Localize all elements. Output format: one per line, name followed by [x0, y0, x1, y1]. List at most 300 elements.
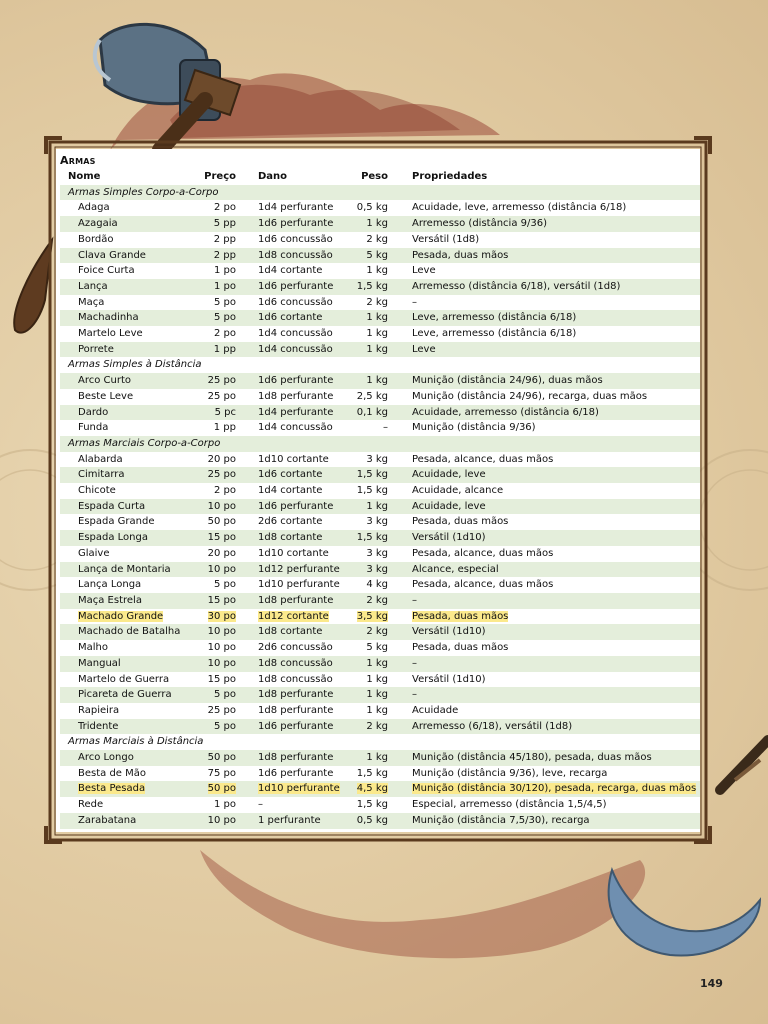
weapon-weight: [342, 719, 400, 735]
weapon-price: [200, 310, 248, 326]
weapon-name: [60, 703, 200, 719]
weapon-weight-text: 1 kg: [366, 704, 388, 716]
weapon-properties: [400, 483, 700, 499]
weapon-damage-text: 1d4 concussão: [258, 422, 333, 434]
weapon-weight: [342, 389, 400, 405]
weapon-weight: [342, 577, 400, 593]
weapon-damage-text: 1d8 cortante: [258, 626, 323, 638]
weapon-name-text: Bordão: [78, 233, 114, 245]
weapon-price-text: 10 po: [207, 500, 236, 512]
weapon-name: [60, 530, 200, 546]
table-row: [60, 232, 700, 248]
weapon-properties: [400, 672, 700, 688]
table-row: [60, 750, 700, 766]
weapon-price-text: 20 po: [207, 547, 236, 559]
category-label: Armas Marciais Corpo-a-Corpo: [60, 436, 700, 452]
weapon-weight: [342, 326, 400, 342]
weapon-price: [200, 562, 248, 578]
weapon-weight: [342, 656, 400, 672]
weapon-price: [200, 216, 248, 232]
weapon-name-text: Besta Pesada: [78, 783, 146, 795]
weapon-weight-text: 1,5 kg: [356, 485, 388, 497]
weapon-weight: [342, 750, 400, 766]
weapon-properties-text: Especial, arremesso (distância 1,5/4,5): [412, 799, 607, 811]
weapon-weight-text: 1 kg: [366, 218, 388, 230]
table-body: [60, 185, 700, 829]
weapon-name-text: Zarabatana: [78, 814, 137, 826]
weapon-name: [60, 514, 200, 530]
weapon-weight-text: 2 kg: [366, 626, 388, 638]
category-row: [60, 734, 700, 750]
weapon-price: [200, 719, 248, 735]
weapon-weight: [342, 405, 400, 421]
weapon-name: [60, 766, 200, 782]
section-title: Armas: [60, 154, 96, 167]
weapon-damage-text: 2d6 cortante: [258, 516, 323, 528]
weapon-name: [60, 499, 200, 515]
table-row: [60, 703, 700, 719]
weapon-weight-text: 1 kg: [366, 265, 388, 277]
table-row: [60, 624, 700, 640]
table-row: [60, 640, 700, 656]
weapon-weight: [342, 452, 400, 468]
weapon-weight-text: 3 kg: [366, 547, 388, 559]
weapon-properties: [400, 766, 700, 782]
weapon-properties-text: Leve: [412, 343, 436, 355]
weapon-properties: [400, 405, 700, 421]
table-row: [60, 452, 700, 468]
weapon-properties-text: Acuidade: [412, 704, 459, 716]
weapon-damage: [248, 514, 342, 530]
weapon-properties-text: Versátil (1d8): [412, 233, 480, 245]
weapon-properties: [400, 656, 700, 672]
table-row: [60, 373, 700, 389]
page-number: 149: [700, 977, 723, 990]
weapon-name-text: Martelo Leve: [78, 328, 143, 340]
table-header-row: [60, 169, 700, 185]
weapon-name: [60, 562, 200, 578]
weapon-name-text: Lança de Montaria: [78, 563, 171, 575]
weapon-properties: [400, 562, 700, 578]
weapon-damage: [248, 232, 342, 248]
weapon-damage-text: 1d10 cortante: [258, 453, 329, 465]
weapon-name-text: Malho: [78, 642, 108, 654]
weapon-price-text: 15 po: [207, 594, 236, 606]
table-row: [60, 310, 700, 326]
weapon-properties: [400, 499, 700, 515]
weapon-damage-text: 1d6 perfurante: [258, 767, 334, 779]
weapon-damage: [248, 640, 342, 656]
weapon-name: [60, 200, 200, 216]
weapon-damage-text: 1d10 cortante: [258, 547, 329, 559]
weapon-price: [200, 248, 248, 264]
weapon-damage-text: 1d8 perfurante: [258, 594, 334, 606]
weapon-properties-text: Munição (distância 9/36): [412, 422, 536, 434]
weapon-price-text: 10 po: [207, 626, 236, 638]
weapon-damage-text: 1d8 concussão: [258, 249, 333, 261]
weapon-damage-text: 1d8 perfurante: [258, 752, 334, 764]
weapon-price: [200, 389, 248, 405]
weapon-price: [200, 467, 248, 483]
weapon-weight: [342, 310, 400, 326]
weapon-name-text: Adaga: [78, 202, 110, 214]
weapon-price-text: 2 po: [213, 202, 236, 214]
weapon-weight: [342, 232, 400, 248]
weapon-name: [60, 248, 200, 264]
weapon-properties: [400, 750, 700, 766]
weapon-weight: [342, 546, 400, 562]
weapon-weight-text: –: [383, 422, 388, 434]
weapon-weight-text: 3 kg: [366, 563, 388, 575]
weapon-weight: [342, 373, 400, 389]
weapon-damage: [248, 483, 342, 499]
weapon-price: [200, 326, 248, 342]
weapon-weight-text: 1 kg: [366, 657, 388, 669]
weapon-name-text: Espada Grande: [78, 516, 155, 528]
weapon-price-text: 10 po: [207, 814, 236, 826]
weapon-properties-text: Arremesso (distância 6/18), versátil (1d8): [412, 280, 621, 292]
weapon-damage-text: 1d6 perfurante: [258, 720, 334, 732]
weapon-properties: [400, 232, 700, 248]
weapon-damage: [248, 263, 342, 279]
weapon-name-text: Clava Grande: [78, 249, 146, 261]
table-row: [60, 342, 700, 358]
weapon-price-text: 10 po: [207, 657, 236, 669]
weapon-properties: [400, 797, 700, 813]
weapon-price: [200, 609, 248, 625]
weapon-name: [60, 750, 200, 766]
weapon-damage-text: 1d12 perfurante: [258, 563, 340, 575]
weapon-weight: [342, 420, 400, 436]
weapon-properties-text: Acuidade, leve: [412, 500, 486, 512]
weapon-weight: [342, 609, 400, 625]
weapon-weight: [342, 530, 400, 546]
weapon-weight-text: 0,5 kg: [356, 202, 388, 214]
weapon-properties: [400, 279, 700, 295]
table-row: [60, 687, 700, 703]
weapon-weight-text: 0,5 kg: [356, 814, 388, 826]
weapon-damage: [248, 687, 342, 703]
weapon-damage: [248, 719, 342, 735]
weapon-weight: [342, 781, 400, 797]
weapon-weight: [342, 483, 400, 499]
weapon-price: [200, 797, 248, 813]
weapon-damage: [248, 562, 342, 578]
weapon-price: [200, 672, 248, 688]
weapon-properties-text: Versátil (1d10): [412, 626, 486, 638]
weapon-price: [200, 452, 248, 468]
weapon-properties: [400, 248, 700, 264]
weapon-name: [60, 405, 200, 421]
weapon-damage-text: 1d4 concussão: [258, 328, 333, 340]
weapon-name-text: Rapieira: [78, 704, 120, 716]
weapon-price-text: 50 po: [207, 752, 236, 764]
weapon-weight-text: 2 kg: [366, 720, 388, 732]
header-weight: Peso: [361, 171, 388, 182]
weapon-properties-text: Pesada, duas mãos: [412, 249, 509, 261]
weapon-name-text: Martelo de Guerra: [78, 673, 170, 685]
weapon-properties-text: Pesada, duas mãos: [412, 642, 509, 654]
weapon-price-text: 5 po: [213, 579, 236, 591]
weapon-damage-text: 1d8 perfurante: [258, 704, 334, 716]
weapon-name: [60, 656, 200, 672]
weapon-properties: [400, 295, 700, 311]
weapon-price: [200, 593, 248, 609]
weapon-weight: [342, 562, 400, 578]
weapon-properties: [400, 687, 700, 703]
weapon-properties: [400, 530, 700, 546]
weapon-price: [200, 373, 248, 389]
weapon-weight-text: 1 kg: [366, 689, 388, 701]
weapon-name-text: Maça Estrela: [78, 594, 142, 606]
weapon-price: [200, 656, 248, 672]
weapon-damage-text: 1d12 cortante: [258, 610, 329, 622]
weapon-name: [60, 373, 200, 389]
weapon-damage-text: 1d8 perfurante: [258, 390, 334, 402]
weapon-price: [200, 750, 248, 766]
weapon-name: [60, 672, 200, 688]
weapon-price-text: 25 po: [207, 469, 236, 481]
weapon-weight-text: 2 kg: [366, 594, 388, 606]
weapon-damage: [248, 200, 342, 216]
weapon-weight-text: 1 kg: [366, 673, 388, 685]
weapon-damage: [248, 216, 342, 232]
weapon-name-text: Funda: [78, 422, 109, 434]
weapon-properties-text: Munição (distância 24/96), recarga, duas mãos: [412, 390, 648, 402]
weapon-weight: [342, 200, 400, 216]
weapon-name-text: Alabarda: [78, 453, 123, 465]
weapon-weight: [342, 216, 400, 232]
weapon-damage-text: 1d6 perfurante: [258, 375, 334, 387]
weapon-weight: [342, 248, 400, 264]
weapon-properties: [400, 781, 700, 797]
weapon-weight-text: 1 kg: [366, 500, 388, 512]
table-row: [60, 813, 700, 829]
blood-stain-bottom: [200, 850, 645, 958]
weapon-name-text: Porrete: [78, 343, 114, 355]
weapon-name: [60, 687, 200, 703]
table-row: [60, 797, 700, 813]
weapon-damage: [248, 452, 342, 468]
weapon-price-text: 30 po: [207, 610, 236, 622]
header-price: Preço: [204, 171, 236, 182]
weapon-damage: [248, 703, 342, 719]
weapon-price: [200, 624, 248, 640]
weapon-properties-text: Leve, arremesso (distância 6/18): [412, 328, 577, 340]
weapon-damage-text: 1d6 perfurante: [258, 280, 334, 292]
weapon-name-text: Glaive: [78, 547, 110, 559]
table-row: [60, 766, 700, 782]
weapon-properties-text: Acuidade, arremesso (distância 6/18): [412, 406, 599, 418]
table-row: [60, 577, 700, 593]
table-row: [60, 263, 700, 279]
weapon-damage: [248, 279, 342, 295]
weapon-damage: [248, 781, 342, 797]
weapon-properties: [400, 719, 700, 735]
weapon-properties: [400, 624, 700, 640]
weapon-damage-text: 1d6 concussão: [258, 296, 333, 308]
weapon-damage: [248, 420, 342, 436]
weapon-damage-text: 1d8 cortante: [258, 532, 323, 544]
weapon-properties-text: Arremesso (6/18), versátil (1d8): [412, 720, 573, 732]
weapon-properties: [400, 326, 700, 342]
weapon-name-text: Azagaia: [78, 218, 118, 230]
weapon-damage-text: 1d4 cortante: [258, 485, 323, 497]
weapon-price-text: 5 po: [213, 689, 236, 701]
weapon-name: [60, 310, 200, 326]
category-label: Armas Marciais à Distância: [68, 736, 204, 748]
table-row: [60, 719, 700, 735]
weapon-damage: [248, 295, 342, 311]
weapon-price: [200, 279, 248, 295]
weapon-name-text: Lança: [78, 280, 108, 292]
weapon-damage-text: 1d6 perfurante: [258, 218, 334, 230]
weapon-weight: [342, 295, 400, 311]
table-row: [60, 200, 700, 216]
weapon-name: [60, 279, 200, 295]
table-row: [60, 656, 700, 672]
weapon-damage: [248, 342, 342, 358]
weapon-properties-text: –: [412, 296, 417, 308]
weapon-weight-text: 1 kg: [366, 312, 388, 324]
weapon-name-text: Machado Grande: [78, 610, 164, 622]
weapon-price-text: 5 po: [213, 296, 236, 308]
weapon-properties-text: Acuidade, alcance: [412, 485, 504, 497]
weapon-damage: [248, 326, 342, 342]
weapon-damage: [248, 530, 342, 546]
weapon-price-text: 2 po: [213, 328, 236, 340]
weapon-name-text: Tridente: [78, 720, 119, 732]
weapon-price-text: 20 po: [207, 453, 236, 465]
weapon-price: [200, 405, 248, 421]
weapon-name: [60, 781, 200, 797]
weapon-name: [60, 577, 200, 593]
weapon-properties-text: Leve, arremesso (distância 6/18): [412, 312, 577, 324]
weapon-price-text: 75 po: [207, 767, 236, 779]
weapon-name: [60, 797, 200, 813]
table-row: [60, 326, 700, 342]
category-label: Armas Simples Corpo-a-Corpo: [60, 185, 700, 201]
weapon-damage: [248, 766, 342, 782]
weapon-properties: [400, 609, 700, 625]
weapon-properties: [400, 420, 700, 436]
weapon-properties-text: Versátil (1d10): [412, 673, 486, 685]
weapon-damage: [248, 389, 342, 405]
weapon-weight: [342, 687, 400, 703]
weapon-damage: [248, 609, 342, 625]
weapon-price: [200, 703, 248, 719]
weapon-name: [60, 216, 200, 232]
weapon-properties-text: Arremesso (distância 9/36): [412, 218, 547, 230]
weapon-properties-text: Munição (distância 45/180), pesada, duas mãos: [412, 752, 652, 764]
weapon-properties: [400, 593, 700, 609]
weapon-weight: [342, 766, 400, 782]
weapon-damage: [248, 373, 342, 389]
weapon-properties-text: Pesada, alcance, duas mãos: [412, 453, 554, 465]
weapon-name-text: Beste Leve: [78, 390, 134, 402]
weapon-damage: [248, 310, 342, 326]
weapon-properties-text: Munição (distância 30/120), pesada, recarga, duas mãos: [412, 783, 697, 795]
weapon-price: [200, 263, 248, 279]
weapon-price: [200, 640, 248, 656]
table-row: [60, 593, 700, 609]
weapon-price: [200, 483, 248, 499]
weapon-properties-text: –: [412, 689, 417, 701]
weapon-name: [60, 342, 200, 358]
weapon-price: [200, 766, 248, 782]
weapon-damage: [248, 577, 342, 593]
weapon-properties-text: Alcance, especial: [412, 563, 499, 575]
table-row: [60, 420, 700, 436]
weapon-price: [200, 813, 248, 829]
weapon-properties-text: Munição (distância 7,5/30), recarga: [412, 814, 590, 826]
weapon-properties: [400, 640, 700, 656]
weapon-properties: [400, 310, 700, 326]
weapon-name-text: Foice Curta: [78, 265, 135, 277]
weapon-properties: [400, 389, 700, 405]
table-row: [60, 405, 700, 421]
table-row: [60, 514, 700, 530]
weapon-name-text: Espada Curta: [78, 500, 146, 512]
weapon-weight-text: 5 kg: [366, 249, 388, 261]
table-row: [60, 530, 700, 546]
weapon-price-text: 50 po: [207, 783, 236, 795]
weapon-name: [60, 467, 200, 483]
weapon-weight-text: 3,5 kg: [356, 610, 388, 622]
weapon-damage-text: 1d6 cortante: [258, 312, 323, 324]
weapon-damage-text: 2d6 concussão: [258, 642, 333, 654]
weapon-damage: [248, 750, 342, 766]
weapon-name: [60, 609, 200, 625]
weapon-properties-text: Pesada, duas mãos: [412, 516, 509, 528]
weapon-price-text: 5 pc: [214, 406, 236, 418]
weapon-properties-text: Pesada, alcance, duas mãos: [412, 547, 554, 559]
table-row: [60, 248, 700, 264]
weapon-properties: [400, 216, 700, 232]
weapon-properties: [400, 452, 700, 468]
table-row: [60, 483, 700, 499]
weapon-damage: [248, 656, 342, 672]
weapon-weight-text: 1 kg: [366, 328, 388, 340]
weapon-damage: [248, 797, 342, 813]
weapon-name: [60, 232, 200, 248]
weapon-damage: [248, 546, 342, 562]
weapon-damage-text: 1d4 perfurante: [258, 406, 334, 418]
header-name: Nome: [68, 171, 101, 182]
weapon-weight: [342, 467, 400, 483]
weapon-price-text: 1 pp: [213, 343, 236, 355]
weapon-damage: [248, 248, 342, 264]
weapon-name-text: Besta de Mão: [78, 767, 147, 779]
weapon-damage-text: 1d4 concussão: [258, 343, 333, 355]
weapon-price: [200, 232, 248, 248]
weapon-price: [200, 530, 248, 546]
weapon-properties-text: Pesada, duas mãos: [412, 610, 509, 622]
weapon-weight: [342, 263, 400, 279]
weapon-weight-text: 0,1 kg: [356, 406, 388, 418]
weapon-weight: [342, 797, 400, 813]
weapon-weight: [342, 514, 400, 530]
weapon-properties: [400, 546, 700, 562]
weapon-price-text: 5 pp: [213, 218, 236, 230]
weapon-weight-text: 1,5 kg: [356, 799, 388, 811]
header-damage: Dano: [258, 171, 288, 182]
weapon-properties: [400, 342, 700, 358]
weapon-weight-text: 1,5 kg: [356, 532, 388, 544]
weapon-price-text: 2 pp: [213, 249, 236, 261]
weapon-properties-text: Munição (distância 9/36), leve, recarga: [412, 767, 608, 779]
weapon-weight-text: 1,5 kg: [356, 767, 388, 779]
